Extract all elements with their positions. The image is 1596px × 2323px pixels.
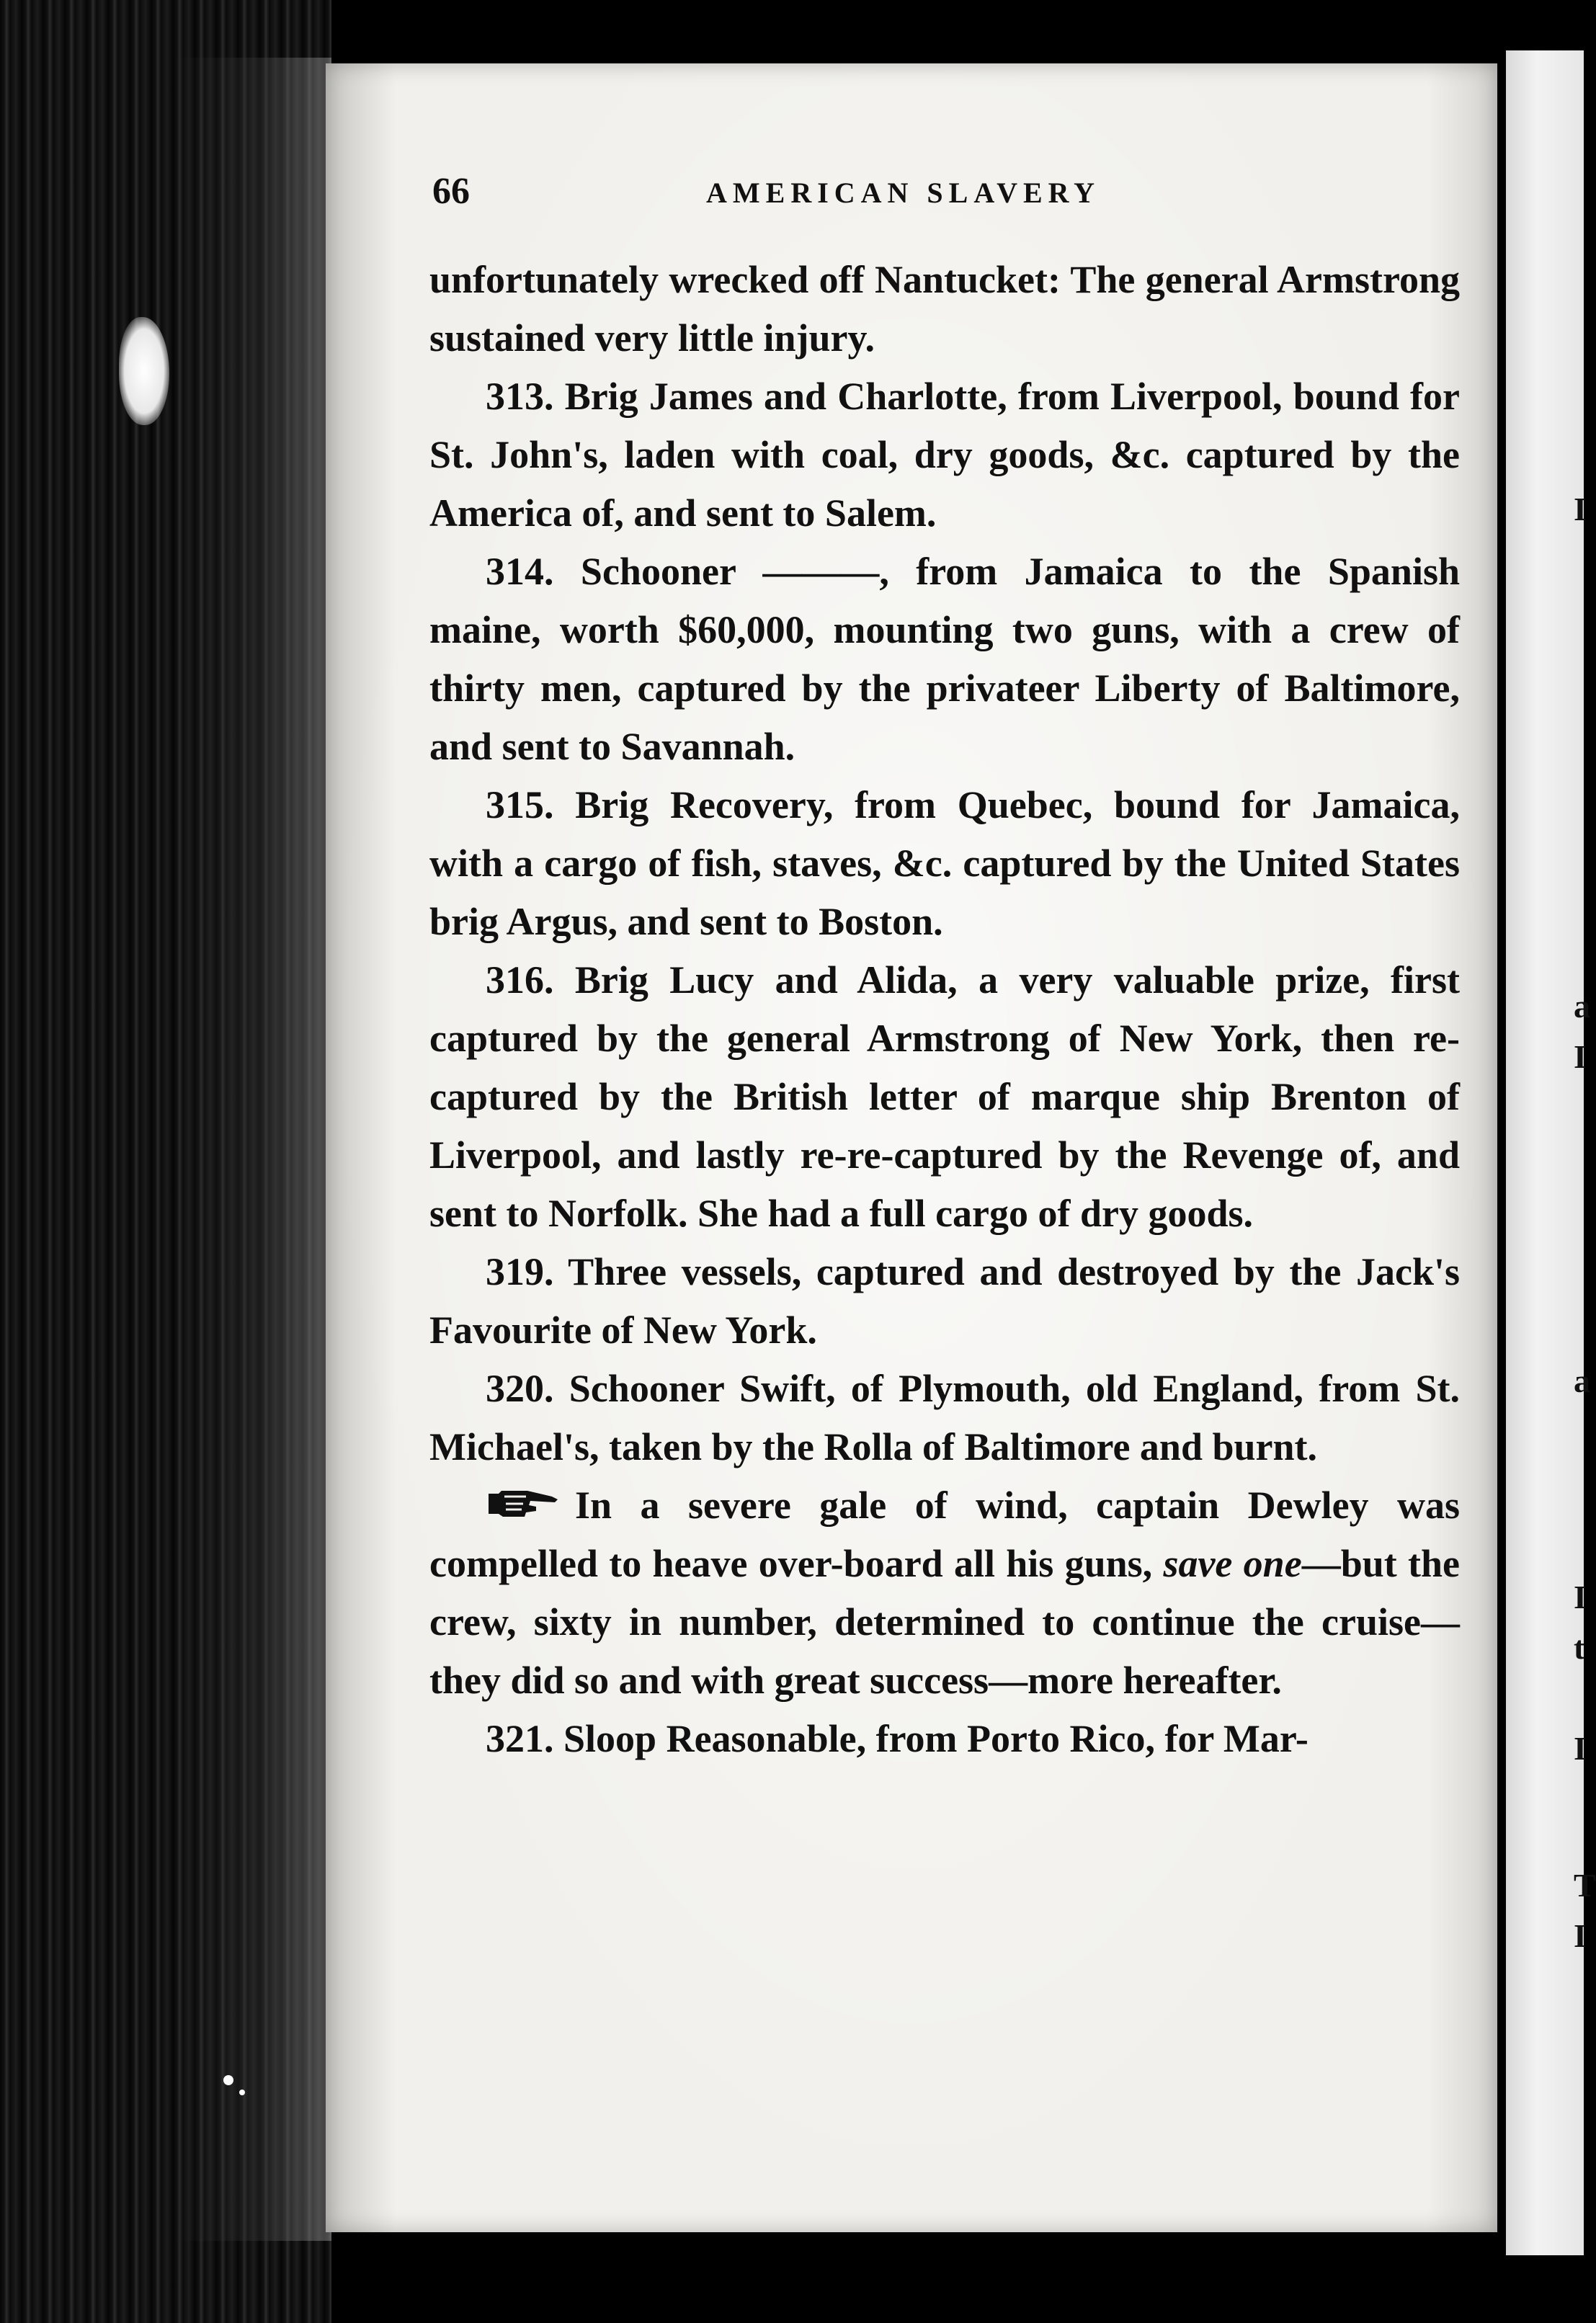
adjacent-page-letter: I [1574, 1917, 1587, 1954]
adjacent-page-letter: T [1574, 1867, 1596, 1904]
dust-speck [239, 2090, 245, 2095]
adjacent-page-letter: I [1574, 1730, 1587, 1767]
entry-319: 319. Three vessels, captured and destroyed by the Jack's Favourite of New York. [429, 1250, 1460, 1352]
paragraph-continuation: unfortunately wrecked off Nantucket: The general Armstrong sustained very little injury. [429, 258, 1460, 360]
pointing-hand-icon [486, 1486, 565, 1521]
page-gutter [1497, 63, 1506, 2232]
entry-321: 321. Sloop Reasonable, from Porto Rico, for Mar- [486, 1717, 1309, 1760]
adjacent-page-letter: a [1574, 988, 1590, 1025]
note-text-italic: save one [1163, 1542, 1302, 1585]
entry-313: 313. Brig James and Charlotte, from Liverpool, bound for St. John's, laden with coal, dry goods, &c. captured by the America of, and sent to Salem. [429, 375, 1460, 535]
note-text-end: —but the crew, sixty in number, determined to continue the cruise—they did so and with great success—more hereafter. [429, 1542, 1460, 1702]
adjacent-page-letter: I [1574, 1038, 1587, 1075]
adjacent-page-strip [1506, 50, 1584, 2255]
editorial-note [429, 1476, 1460, 1710]
entry-315: 315. Brig Recovery, from Quebec, bound for Jamaica, with a cargo of fish, staves, &c. captured by the United States brig Argus, and sent to Boston. [429, 783, 1460, 943]
note-text-start: In a severe gale of wind, captain Dewley was compelled to heave over-board all his guns, [429, 1484, 1460, 1585]
entry-314: 314. Schooner ———, from Jamaica to the Spanish maine, worth $60,000, mounting two guns, with a crew of thirty men, captured by the privateer Liberty of Baltimore, and sent to Savannah. [429, 550, 1460, 768]
adjacent-page-letter: I [1574, 1579, 1587, 1615]
page-number: 66 [432, 171, 470, 212]
adjacent-page-letter: a [1574, 1363, 1590, 1399]
entry-316: 316. Brig Lucy and Alida, a very valuable prize, first captured by the general Armstrong of New York, then re-captured by the British letter of marque ship Brenton of Liverpool, and lastly re-re-captured by the Revenge of, and sent to Norfolk. She had a full cargo of dry goods. [429, 958, 1460, 1235]
adjacent-page-letter: t [1574, 1629, 1585, 1666]
dust-speck [223, 2075, 233, 2085]
running-head [432, 170, 1455, 213]
page-text [429, 251, 1460, 1768]
binding-shadow [173, 58, 331, 2241]
entry-320: 320. Schooner Swift, of Plymouth, old England, from St. Michael's, taken by the Rolla of Baltimore and burnt. [429, 1367, 1460, 1468]
adjacent-page-letter: I [1574, 491, 1587, 527]
running-title: AMERICAN SLAVERY [706, 177, 1101, 209]
